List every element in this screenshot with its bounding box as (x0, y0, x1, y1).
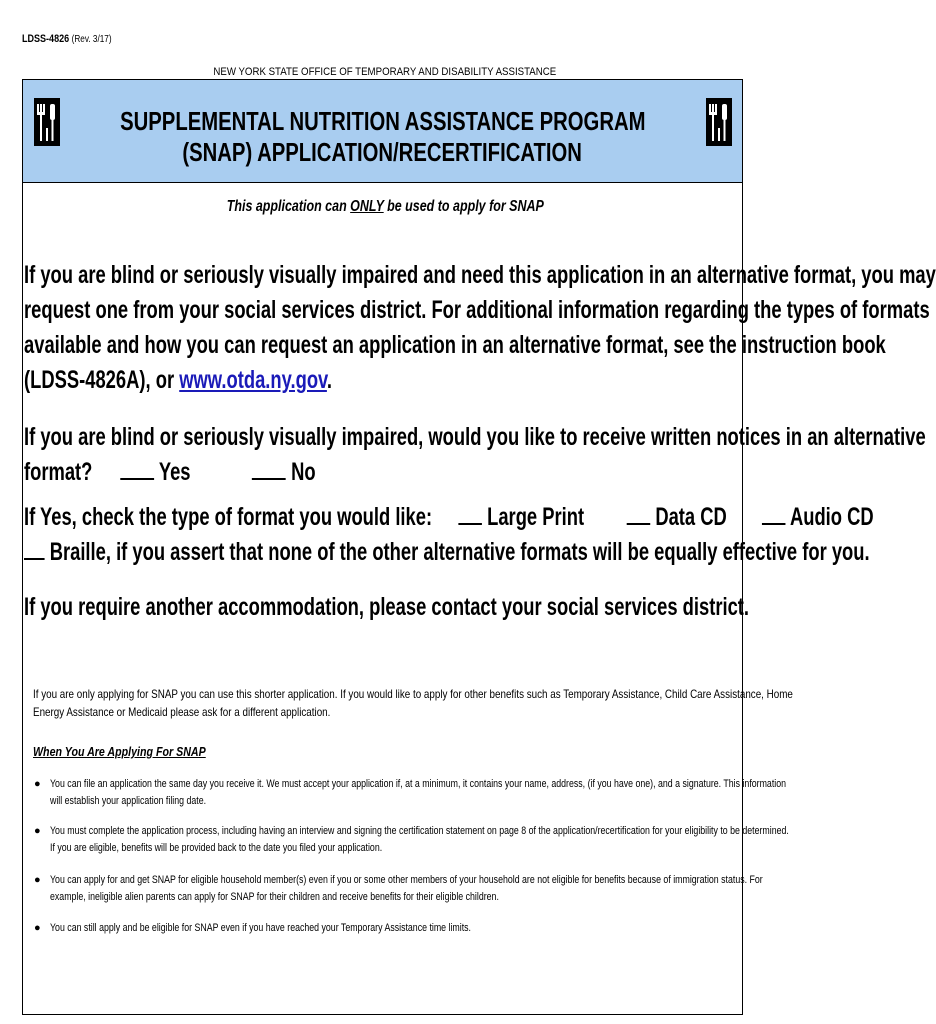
notices-question-line-2 (24, 455, 316, 490)
bullet-2-line-2: If you are eligible, benefits will be provided back to the date you filed your application. (50, 842, 383, 854)
no-label: No (291, 458, 316, 486)
accommodation-notice: If you require another accommodation, please contact your social services district. (24, 593, 750, 621)
bullet-icon: ● (34, 825, 41, 837)
format-type-line (24, 500, 874, 535)
large-print-blank[interactable] (458, 501, 482, 525)
title-line-2: (SNAP) APPLICATION/RECERTIFICATION (182, 137, 583, 167)
agency-name: NEW YORK STATE OFFICE OF TEMPORARY AND DISABILITY ASSISTANCE (213, 66, 557, 78)
bullet-icon: ● (34, 922, 41, 934)
bullet-3-line-1: You can apply for and get SNAP for eligible household member(s) even if you or some other members of your household are not eligible for benefits because of immigration status. For (50, 874, 763, 886)
notices-question-line-1: If you are blind or seriously visually impaired, would you like to receive written notices in an alternative (24, 423, 926, 451)
form-revision: (Rev. 3/17) (71, 34, 112, 45)
yes-blank[interactable] (120, 456, 154, 480)
form-number-text: LDSS-4826 (22, 33, 70, 45)
format-label: format? (24, 458, 93, 486)
form-number (22, 33, 112, 45)
bullet-2-line-1: You must complete the application process, including having an interview and signing the certification statement on page 8 of the application/recertification for your eligibility to be determined. (50, 825, 789, 837)
snap-only-notice: This application can ONLY be used to apply for SNAP (226, 198, 544, 215)
applying-heading: When You Are Applying For SNAP (33, 744, 206, 759)
braille-label: Braille, if you assert that none of the other alternative formats will be equally effective for you. (49, 538, 870, 566)
bullet-4-line-1: You can still apply and be eligible for SNAP even if you have reached your Temporary Assistance time limits. (50, 922, 471, 934)
otda-website-link[interactable]: www.otda.ny.gov (179, 366, 327, 394)
title-line-1: SUPPLEMENTAL NUTRITION ASSISTANCE PROGRAM (119, 106, 646, 136)
alt-format-line-1: If you are blind or seriously visually impaired and need this application in an alternative format, you may (24, 261, 936, 289)
alt-format-line-2: request one from your social services district. For additional information regarding the types of formats (24, 296, 930, 324)
audio-cd-label: Audio CD (789, 503, 874, 531)
data-cd-label: Data CD (655, 503, 727, 531)
alt-format-line-3: available and how you can request an application in an alternative format, see the instruction book (24, 331, 886, 359)
yes-label: Yes (158, 458, 191, 486)
data-cd-blank[interactable] (627, 501, 651, 525)
no-blank[interactable] (252, 456, 286, 480)
braille-blank[interactable] (24, 536, 45, 560)
utensils-logo-icon (706, 98, 732, 146)
shorter-app-line-1: If you are only applying for SNAP you can use this shorter application. If you would like to apply for other benefits such as Temporary Assistance, Child Care Assistance, Home (33, 687, 793, 701)
bullet-1-line-2: will establish your application filing date. (50, 795, 207, 807)
braille-line (24, 535, 870, 570)
audio-cd-blank[interactable] (762, 501, 786, 525)
title-header-band (23, 80, 742, 183)
format-type-label: If Yes, check the type of format you would like: (24, 503, 433, 531)
shorter-app-line-2: Energy Assistance or Medicaid please ask for a different application. (33, 705, 331, 719)
alt-format-line-4: (LDSS-4826A), or www.otda.ny.gov. (24, 366, 333, 394)
large-print-label: Large Print (487, 503, 585, 531)
page-title (23, 106, 742, 168)
bullet-icon: ● (34, 778, 41, 790)
only-emphasis: ONLY (349, 198, 384, 215)
bullet-3-line-2: example, ineligible alien parents can apply for SNAP for their children and receive benefits for their eligible children. (50, 891, 499, 903)
bullet-1-line-1: You can file an application the same day you receive it. We must accept your application if, at a minimum, it contains your name, address, (if you have one), and a signature. This information (50, 778, 787, 790)
bullet-icon: ● (34, 874, 41, 886)
